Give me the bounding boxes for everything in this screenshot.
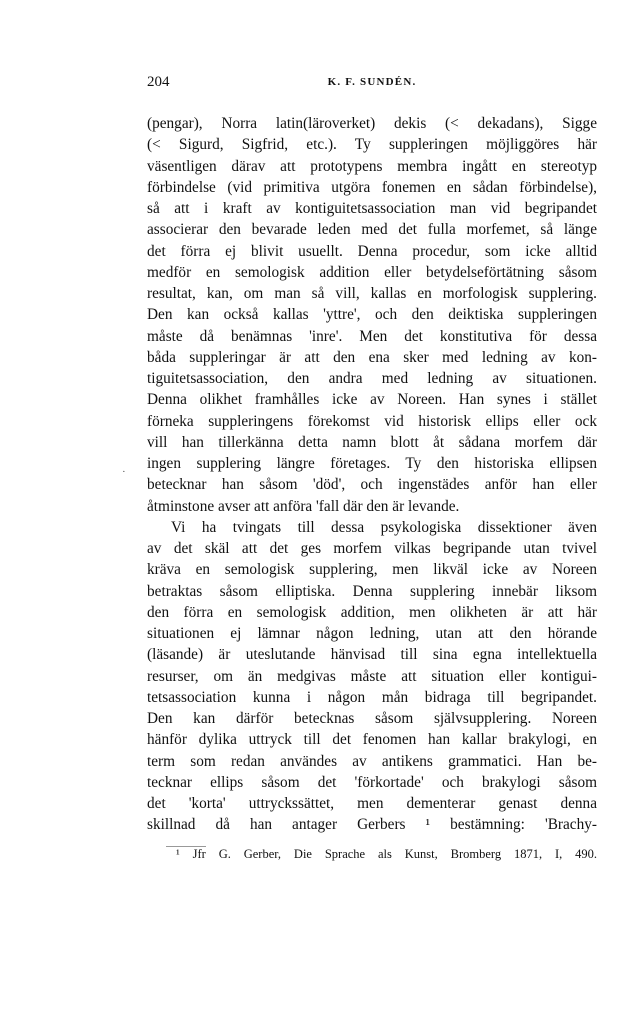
text-line: (läsande) är uteslutande hänvisad till sina egna intellektuella bbox=[147, 646, 597, 664]
margin-mark: · bbox=[122, 466, 126, 478]
text-line: tecknar ellips såsom det 'förkortade' och brakylogi såsom bbox=[147, 773, 597, 791]
body-text bbox=[147, 113, 597, 836]
text-line: term som redan användes av antikens grammatici. Han be- bbox=[147, 752, 597, 770]
text-line: det 'korta' uttryckssättet, men dementerar genast denna bbox=[147, 795, 597, 812]
text-line: väsentligen därav att prototypens membra ingått en stereotyp bbox=[147, 157, 597, 175]
text-line: kräva en semologisk supplering, men likväl icke av Noreen bbox=[147, 561, 597, 579]
text-line: hänför dylika uttryck till det fenomen han kallar brakylogi, en bbox=[147, 731, 597, 749]
text-line: resurser, om än medgivas måste att situation eller kontigui- bbox=[147, 667, 597, 685]
footnote: ¹ Jfr G. Gerber, Die Sprache als Kunst, Bromberg 1871, I, 490. bbox=[176, 847, 597, 861]
text-line: måste då benämnas 'inre'. Men det konstitutiva för dessa bbox=[147, 327, 597, 345]
text-line: det förra ej blivit usuellt. Denna procedur, som icke alltid bbox=[147, 242, 597, 260]
text-line: tetsassociation kunna i någon mån bidraga till begripandet. bbox=[147, 688, 597, 706]
text-line: betecknar han såsom 'död', och ingenstädes anför han eller bbox=[147, 476, 597, 494]
text-line: (pengar), Norra latin(läroverket) dekis (< dekadans), Sigge bbox=[147, 115, 597, 132]
text-line: Den kan därför betecknas såsom självsupplering. Noreen bbox=[147, 710, 597, 727]
text-line: tiguitetsassociation, den andra med ledning av situationen. bbox=[147, 370, 597, 387]
page-number: 204 bbox=[147, 74, 170, 90]
text-line: associerar den bevarade leden med det fulla morfemet, så länge bbox=[147, 221, 597, 239]
text-line: av det skäl att det ges morfem vilkas begripande utan tvivel bbox=[147, 540, 597, 557]
text-line: så att i kraft av kontiguitetsassociation man vid begripandet bbox=[147, 200, 597, 217]
text-line: medför en semologisk addition eller betydelseförtätning såsom bbox=[147, 263, 597, 281]
text-line: den förra en semologisk addition, men olikheten är att här bbox=[147, 603, 597, 621]
text-line: Denna olikhet framhålles icke av Noreen. Han synes i stället bbox=[147, 391, 597, 409]
text-line: åtminstone avser att anföra 'fall där den är levande. bbox=[147, 497, 460, 515]
text-line: resultat, kan, om man så vill, kallas en morfologisk supplering. bbox=[147, 285, 597, 302]
text-line: skillnad då han antager Gerbers ¹ bestämning: 'Brachy- bbox=[147, 816, 597, 834]
text-line: betraktas såsom elliptiska. Denna supplering innebär liksom bbox=[147, 582, 597, 600]
text-line: Vi ha tvingats till dessa psykologiska dissektioner även bbox=[171, 518, 597, 536]
running-head: K. F. SUNDÉN. bbox=[327, 76, 417, 88]
page-header bbox=[147, 74, 597, 94]
text-line: (< Sigurd, Sigfrid, etc.). Ty suppleringen möjliggöres här bbox=[147, 136, 597, 154]
text-line: vill han tillerkänna detta namn blott åt sådana morfem där bbox=[147, 433, 597, 451]
text-line: Den kan också kallas 'yttre', och den deiktiska suppleringen bbox=[147, 306, 597, 324]
text-line: förneka suppleringens förekomst vid historisk ellips eller ock bbox=[147, 412, 597, 430]
text-line: båda suppleringar är att den ena sker med ledning av kon- bbox=[147, 348, 597, 366]
text-line: förbindelse (vid primitiva utgöra fonemen en sådan förbindelse), bbox=[147, 178, 597, 196]
text-line: ingen supplering längre företages. Ty den historiska ellipsen bbox=[147, 455, 597, 472]
text-line: situationen ej lämnar någon ledning, utan att den hörande bbox=[147, 625, 597, 642]
